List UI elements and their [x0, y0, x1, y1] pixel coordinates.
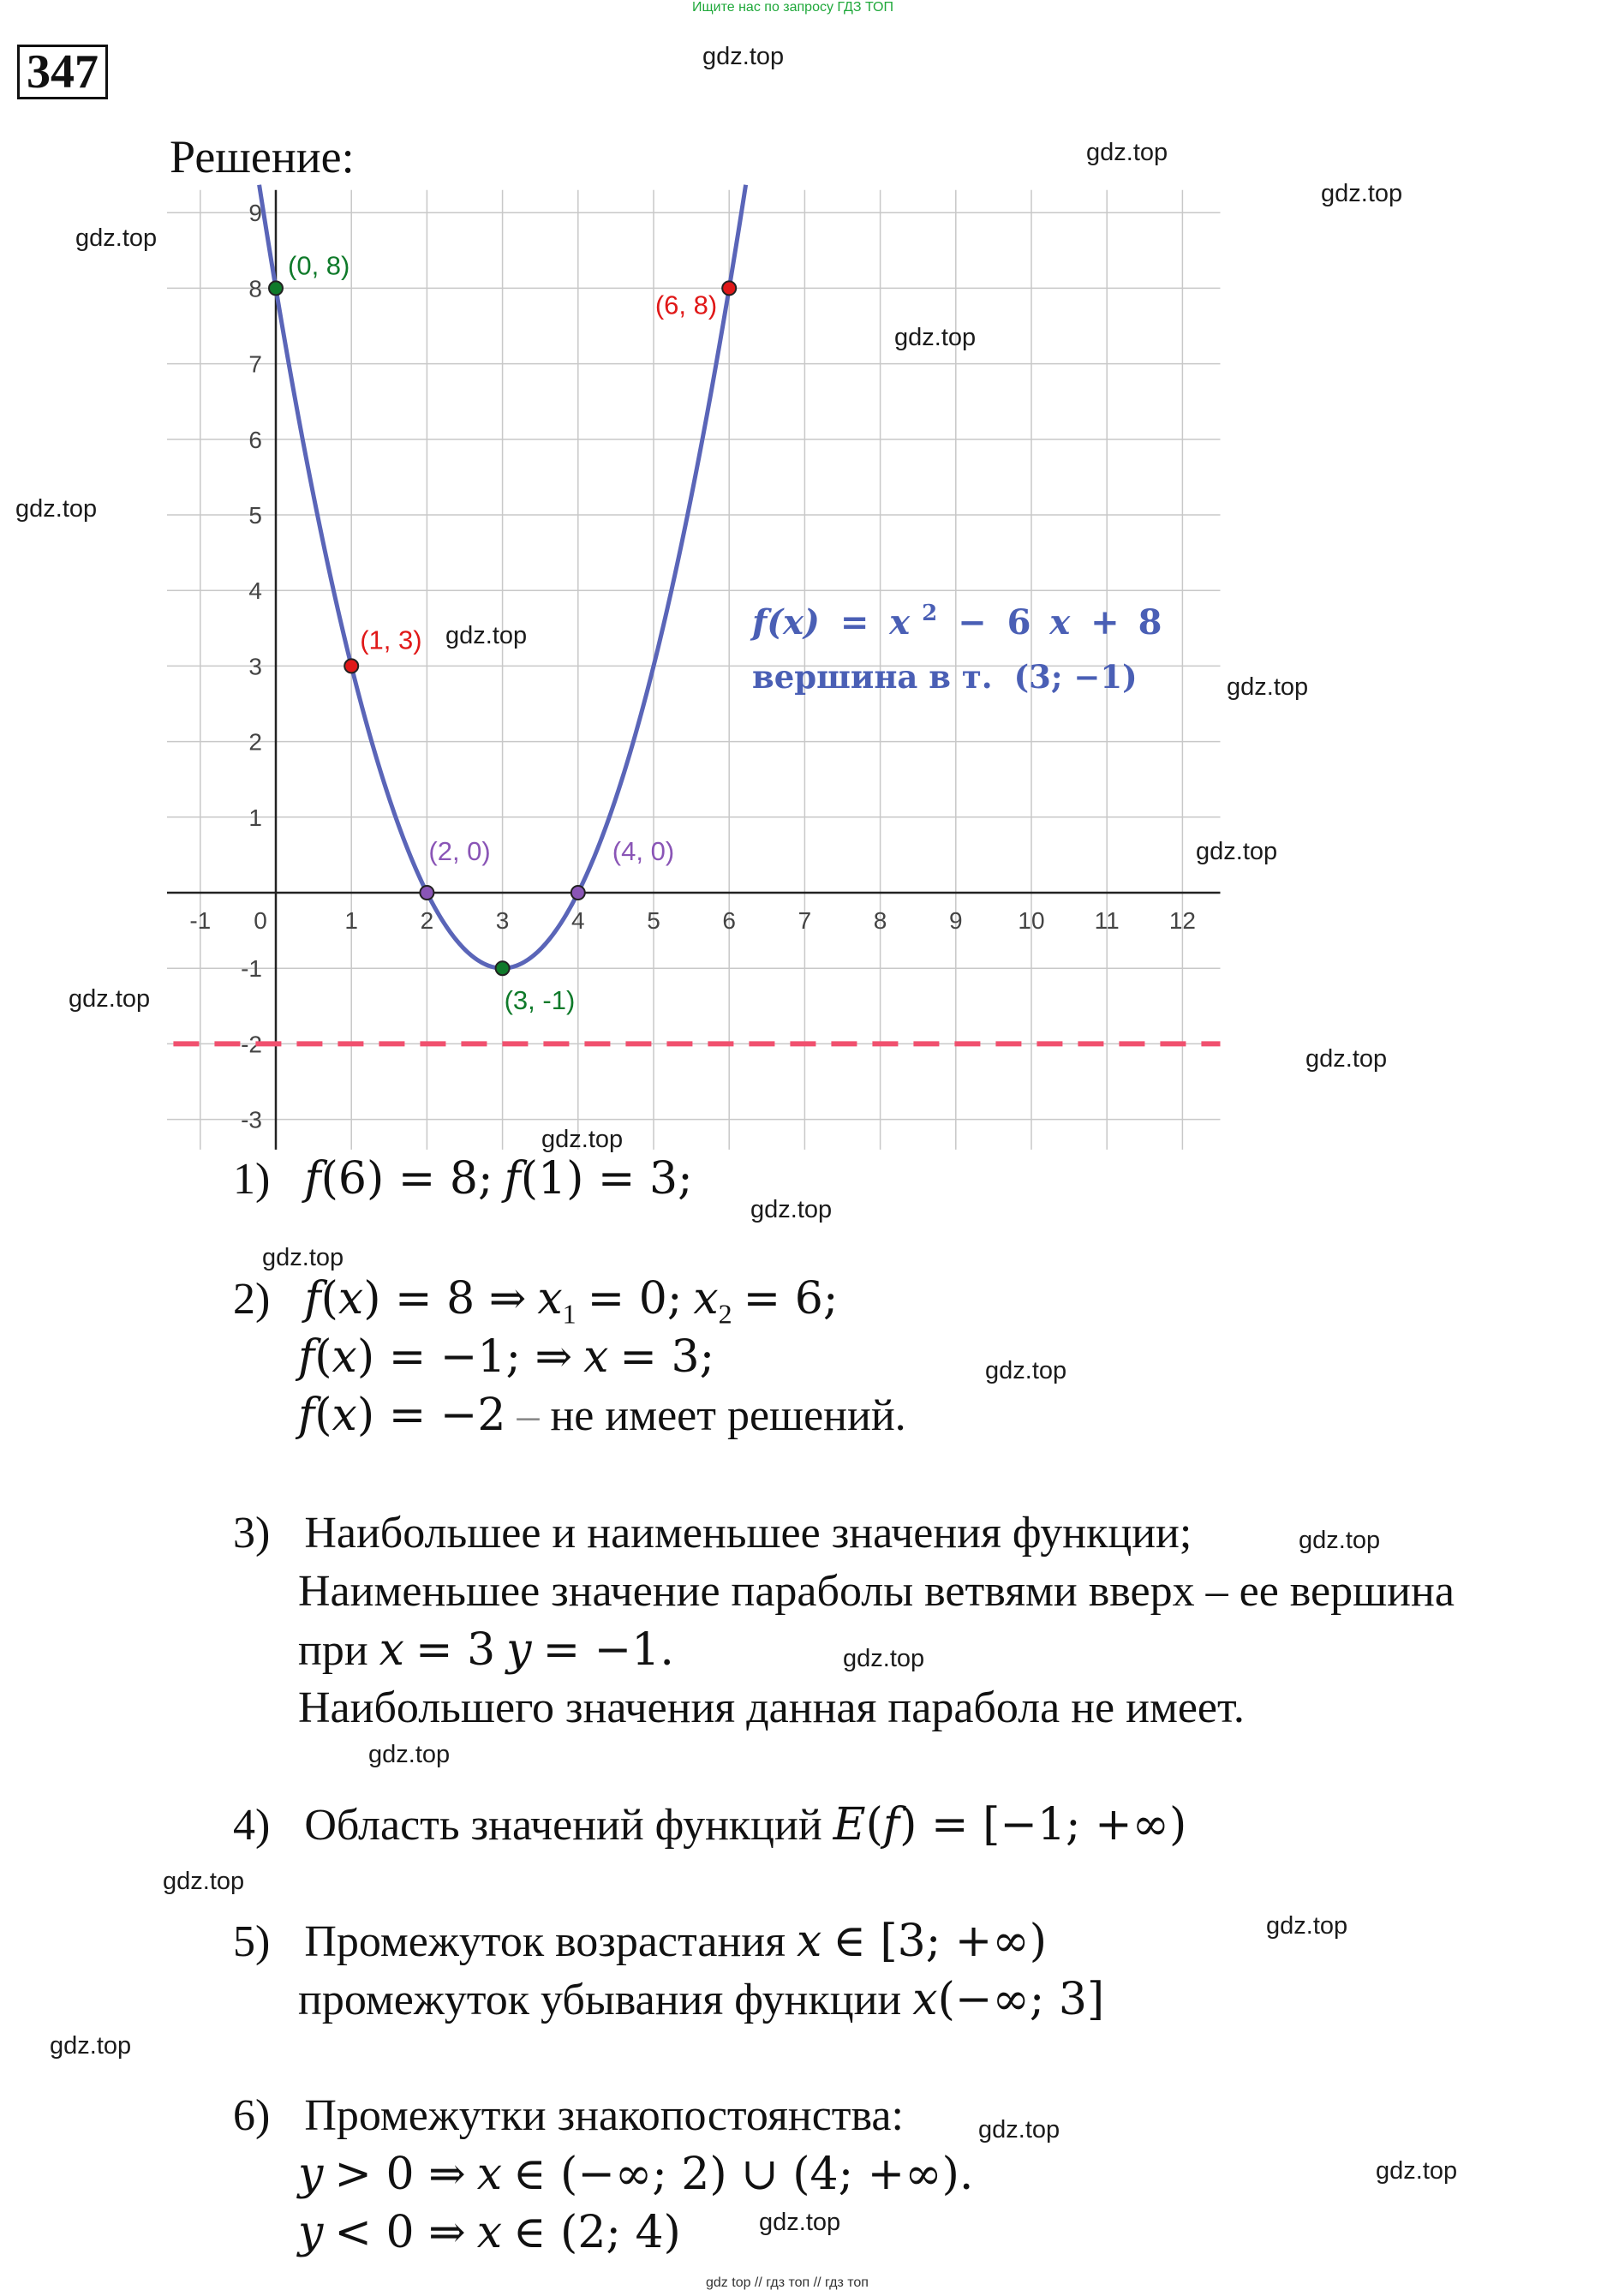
- item3-line3: [298, 1624, 674, 1676]
- item5-x: x: [797, 1916, 822, 1967]
- item2-l3-dash: –: [505, 1391, 551, 1440]
- item6-x2: x: [476, 2207, 503, 2258]
- point-marker: [344, 659, 358, 673]
- item1-val2: (1) = 3;: [520, 1153, 693, 1205]
- formula-fx: f(x): [752, 602, 820, 643]
- item3-l3c: = −1.: [542, 1624, 674, 1676]
- item1-num: 1): [233, 1155, 271, 1204]
- item6-line1: [233, 2090, 904, 2141]
- item2-l1-s2: 2: [718, 1298, 732, 1330]
- item3-line4: Наибольшего значения данная парабола не имеет.: [298, 1683, 1245, 1732]
- item4-p2: ) = [−1; +∞): [899, 1799, 1187, 1851]
- point-marker: [722, 281, 736, 295]
- watermark: gdz.top: [1376, 2157, 1458, 2185]
- item3-l1: Наибольшее и наименьшее значения функции;: [304, 1509, 1192, 1558]
- item3-num: 3): [233, 1509, 271, 1558]
- item2-l2-b: ) = −1; ⇒: [356, 1331, 573, 1383]
- watermark: gdz.top: [759, 2209, 841, 2236]
- vertex-value: (3; −1): [1013, 658, 1138, 696]
- y-tick-label: 1: [248, 804, 262, 831]
- item6-y1: y: [298, 2149, 324, 2200]
- item3-l3y: y: [506, 1624, 532, 1676]
- item3-l3b: = 3: [415, 1624, 496, 1676]
- item4-p1: (: [865, 1799, 883, 1851]
- y-tick-label: 4: [248, 577, 262, 605]
- item3-l3a: при: [298, 1626, 368, 1675]
- watermark: gdz.top: [1305, 1045, 1388, 1073]
- item6-x1: x: [476, 2149, 503, 2200]
- item2-l3-a: (: [314, 1390, 332, 1441]
- item2-l2-x: x: [332, 1331, 357, 1383]
- item4-f: f: [882, 1799, 900, 1851]
- point-marker: [496, 961, 510, 975]
- watermark: gdz.top: [1227, 673, 1309, 701]
- x-tick-label: 9: [949, 907, 963, 934]
- point-label: (6, 8): [654, 290, 718, 320]
- x-tick-label: 12: [1168, 907, 1196, 934]
- item2-line1: [233, 1273, 838, 1330]
- item3-line1: [233, 1508, 1192, 1558]
- item2-num: 2): [233, 1275, 271, 1324]
- x-tick-label: 4: [571, 907, 585, 934]
- point-marker: [420, 886, 433, 900]
- item6-l1: Промежутки знакопостоянства:: [304, 2091, 904, 2140]
- watermark: gdz.top: [1086, 139, 1168, 166]
- item6-line3: [298, 2207, 681, 2258]
- x-tick-label: 7: [798, 907, 812, 934]
- watermark: gdz.top: [541, 1126, 624, 1153]
- point-label: (1, 3): [360, 625, 422, 655]
- point-label: (4, 0): [612, 836, 675, 866]
- item2-l2-x3: x: [583, 1331, 609, 1383]
- x-tick-label: 3: [495, 907, 510, 934]
- formula-const: 8: [1138, 602, 1162, 643]
- function-graph: [167, 184, 1238, 1161]
- item2-l1-x: x: [338, 1273, 364, 1324]
- point-label: (0, 8): [288, 250, 350, 281]
- x-tick-label: 0: [254, 907, 267, 934]
- watermark: gdz.top: [15, 495, 98, 523]
- item1-f: f: [304, 1153, 321, 1205]
- item6-line2: [298, 2149, 973, 2200]
- watermark: gdz.top: [1299, 1527, 1381, 1554]
- item2-l3-b: ) = −2: [356, 1390, 506, 1441]
- y-tick-label: 7: [248, 350, 262, 378]
- point-marker: [269, 281, 283, 295]
- solution-heading: Решение:: [170, 131, 355, 182]
- watermark: gdz.top: [163, 1868, 245, 1895]
- item2-l1-a: (: [320, 1273, 338, 1324]
- watermark: gdz.top: [262, 1244, 344, 1271]
- y-tick-label: 9: [248, 200, 262, 227]
- item6-a2: < 0 ⇒: [334, 2207, 466, 2258]
- y-tick-label: -3: [241, 1106, 262, 1133]
- x-tick-label: 5: [647, 907, 660, 934]
- y-tick-label: 3: [248, 653, 262, 680]
- y-tick-label: 2: [248, 728, 262, 756]
- item2-l1-x1: x: [537, 1273, 563, 1324]
- formula-minus: −: [958, 602, 987, 643]
- y-tick-label: 5: [248, 502, 262, 529]
- y-tick-label: 6: [248, 426, 262, 453]
- item2-l2-c: = 3;: [619, 1331, 715, 1383]
- y-tick-label: -1: [241, 955, 262, 983]
- item2-l3-f: f: [298, 1390, 315, 1441]
- item1-val1: (6) = 8;: [320, 1153, 493, 1205]
- x-tick-label: 8: [873, 907, 887, 934]
- y-tick-label: -2: [241, 1031, 262, 1058]
- item6-b2: ∈ (2; 4): [513, 2207, 681, 2258]
- x-tick-label: 10: [1018, 907, 1045, 934]
- watermark: gdz.top: [978, 2116, 1060, 2144]
- footer: gdz top // гдз топ // гдз топ: [706, 2275, 869, 2290]
- x-tick-label: 11: [1094, 907, 1120, 934]
- vertex-annotation: [752, 658, 1138, 696]
- item4-line: [233, 1799, 1186, 1851]
- item2-l1-f: f: [304, 1273, 321, 1324]
- item2-l3-c: не имеет решений.: [550, 1391, 906, 1440]
- item2-line3: [298, 1390, 906, 1441]
- item1-f2: f: [504, 1153, 521, 1205]
- item6-b1: ∈ (−∞; 2) ∪ (4; +∞).: [513, 2149, 974, 2200]
- item2-l2-a: (: [314, 1331, 332, 1383]
- item2-l1-d: = 6;: [743, 1273, 839, 1324]
- point-label: (2, 0): [428, 836, 491, 866]
- item2-line2: [298, 1331, 714, 1383]
- item1-line: [233, 1153, 693, 1205]
- watermark: gdz.top: [50, 2032, 132, 2060]
- task-number: 347: [17, 45, 108, 99]
- x-tick-label: 2: [420, 907, 434, 934]
- formula-x: x: [889, 602, 911, 643]
- watermark: gdz.top: [1321, 180, 1403, 207]
- x-tick-label: 6: [722, 907, 736, 934]
- top-note: Ищите нас по запросу ГДЗ ТОП: [692, 0, 893, 15]
- item2-l2-f: f: [298, 1331, 315, 1383]
- watermark: gdz.top: [843, 1645, 925, 1672]
- item5-x2: x: [912, 1974, 938, 2025]
- y-tick-label: 8: [248, 275, 262, 302]
- item2-l3-x: x: [332, 1390, 357, 1441]
- item3-l3x: x: [379, 1624, 404, 1676]
- item4-E: E: [833, 1799, 866, 1851]
- item4-a: Область значений функций: [304, 1801, 822, 1850]
- point-label: (3, -1): [504, 985, 576, 1016]
- point-marker: [571, 886, 585, 900]
- item4-num: 4): [233, 1801, 271, 1850]
- watermark: gdz.top: [1266, 1912, 1348, 1940]
- item5-a: Промежуток возрастания: [304, 1917, 786, 1966]
- item2-l1-x2: x: [693, 1273, 719, 1324]
- vertex-prefix: вершина в т.: [752, 658, 993, 696]
- x-tick-label: -1: [189, 907, 212, 934]
- watermark: gdz.top: [69, 985, 151, 1013]
- item2-l1-b: ) = 8 ⇒: [363, 1273, 527, 1324]
- watermark: gdz.top: [445, 622, 528, 649]
- item6-y2: y: [298, 2207, 324, 2258]
- item2-l1-c: = 0;: [587, 1273, 683, 1324]
- item2-l1-s1: 1: [562, 1298, 576, 1330]
- formula-coef: 6: [1007, 602, 1031, 643]
- item6-num: 6): [233, 2091, 271, 2140]
- formula-exp: 2: [922, 601, 938, 626]
- watermark: gdz.top: [985, 1357, 1067, 1384]
- formula-plus: +: [1090, 602, 1120, 643]
- watermark: gdz.top: [894, 324, 977, 351]
- item5-num: 5): [233, 1917, 271, 1966]
- formula-x2: x: [1049, 602, 1071, 643]
- item5-line2: [298, 1974, 1104, 2025]
- watermark: gdz.top: [368, 1741, 451, 1768]
- item5-b: ∈ [3; +∞): [833, 1916, 1047, 1967]
- watermark: gdz.top: [1196, 838, 1278, 865]
- formula-eq: =: [839, 602, 869, 643]
- watermark: gdz.top: [750, 1196, 833, 1223]
- item5-c: промежуток убывания функции: [298, 1976, 902, 2024]
- item5-line1: [233, 1916, 1047, 1967]
- item5-d: (−∞; 3]: [937, 1974, 1105, 2025]
- x-tick-label: 1: [344, 907, 358, 934]
- item6-a1: > 0 ⇒: [334, 2149, 466, 2200]
- watermark: gdz.top: [75, 224, 158, 252]
- watermark: gdz.top: [702, 43, 785, 70]
- item3-line2: Наименьшее значение параболы ветвями вверх – ее вершина: [298, 1567, 1455, 1616]
